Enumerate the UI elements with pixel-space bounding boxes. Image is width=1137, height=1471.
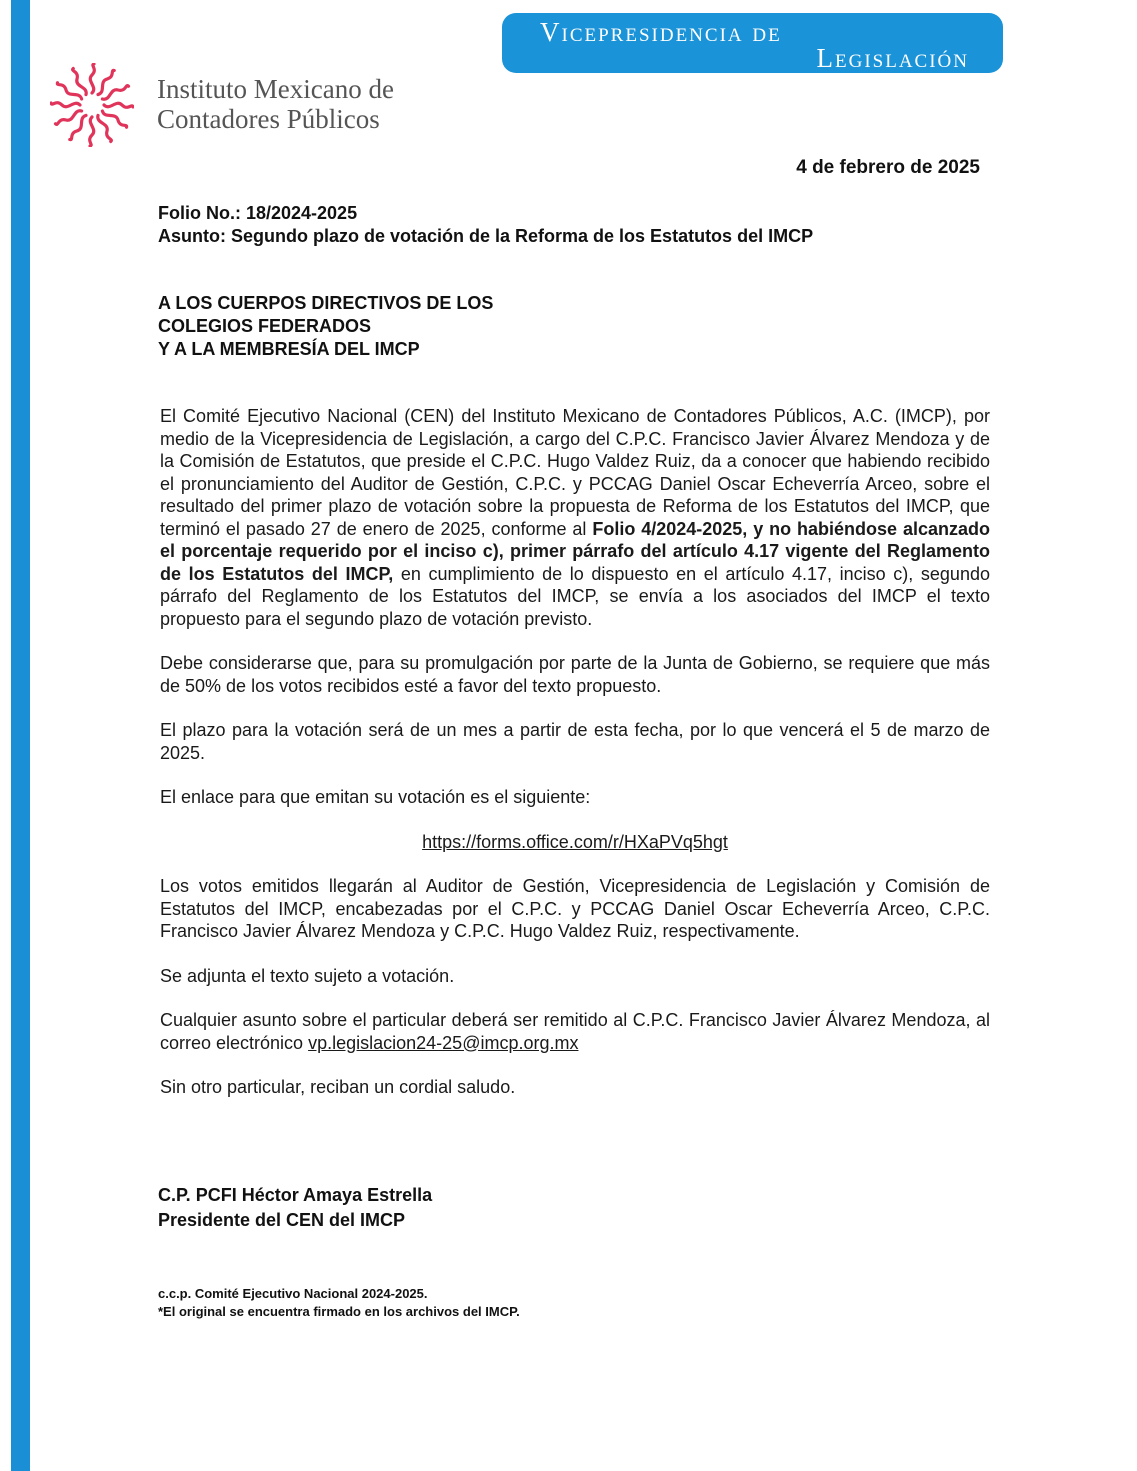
paragraph-2: Debe considerarse que, para su promulgación por parte de la Junta de Gobierno, se requiere que más de 50% de los votos recibidos esté a favor del texto propuesto. xyxy=(160,653,990,696)
letter-body xyxy=(160,405,990,1121)
paragraph-4: El enlace para que emitan su votación es el siguiente: xyxy=(160,787,591,807)
left-accent-bar xyxy=(11,0,30,1471)
imcp-logo-icon xyxy=(50,63,134,147)
ccp-line: c.c.p. Comité Ejecutivo Nacional 2024-2025. xyxy=(158,1286,428,1301)
logo-line-1: Instituto Mexicano de xyxy=(157,74,394,104)
voting-link-line xyxy=(160,831,990,854)
signatory-title: Presidente del CEN del IMCP xyxy=(158,1210,406,1230)
signatory-name: C.P. PCFI Héctor Amaya Estrella xyxy=(158,1185,433,1205)
paragraph-5: Los votos emitidos llegarán al Auditor de Gestión, Vicepresidencia de Legislación y Comisión de Estatutos del IMCP, encabezadas por el C.P.C. y PCCAG Daniel Oscar Echeverría Arceo, C.P.C. Francisco Javier Álvarez Mendoza y C.P.C. Hugo Valdez Ruiz, respectivamente. xyxy=(160,876,990,941)
institute-logo-text xyxy=(157,74,394,134)
folio-number: Folio No.: 18/2024-2025 xyxy=(158,203,358,223)
department-banner xyxy=(502,13,1003,73)
signature-block xyxy=(158,1183,432,1233)
logo-line-2: Contadores Públicos xyxy=(157,104,380,134)
addressee-line-1: A LOS CUERPOS DIRECTIVOS DE LOS xyxy=(158,293,494,313)
banner-line-2: Legislación xyxy=(816,43,969,73)
paragraph-1: El Comité Ejecutivo Nacional (CEN) del Instituto Mexicano de Contadores Públicos, A.C. (IMCP), por medio de la Vicepresidencia de Legislación, a cargo del C.P.C. Francisco Javier Álvarez Mendoza y de la Comisión de Estatutos, que preside el C.P.C. Hugo Valdez Ruiz, da a conocer que habiendo recibido el pronunciamiento del Auditor de Gestión, C.P.C. y PCCAG Daniel Oscar Echeverría Arceo, sobre el resultado del primer plazo de votación sobre la propuesta de Reforma de los Estatutos del IMCP, que terminó el pasado 27 de enero de 2025, conforme al Folio 4/2024-2025, y no habiéndose alcanzado el porcentaje requerido por el inciso c), primer párrafo del artículo 4.17 vigente del Reglamento de los Estatutos del IMCP, en cumplimiento de lo dispuesto en el artículo 4.17, inciso c), segundo párrafo del Reglamento de los Estatutos del IMCP, se envía a los asociados del IMCP el texto propuesto para el segundo plazo de votación previsto. xyxy=(160,406,990,629)
reference-block xyxy=(158,202,813,248)
voting-link[interactable]: https://forms.office.com/r/HXaPVq5hgt xyxy=(422,831,728,852)
addressee-line-2: COLEGIOS FEDERADOS xyxy=(158,316,372,336)
footer-notes xyxy=(158,1285,520,1321)
banner-line-1: Vicepresidencia de xyxy=(540,17,782,47)
contact-email-link[interactable]: vp.legislacion24-25@imcp.org.mx xyxy=(308,1032,579,1053)
original-note: *El original se encuentra firmado en los archivos del IMCP. xyxy=(158,1304,520,1319)
letter-date: 4 de febrero de 2025 xyxy=(796,157,980,178)
paragraph-6: Se adjunta el texto sujeto a votación. xyxy=(160,965,455,986)
addressee-block xyxy=(158,292,493,361)
paragraph-7: Cualquier asunto sobre el particular deberá ser remitido al C.P.C. Francisco Javier Álvarez Mendoza, al correo electrónico vp.legislacion24-25@imcp.org.mx xyxy=(160,1010,990,1053)
folio-reference: Folio 4/2024-2025, y no habiéndose alcanzado el porcentaje requerido por el inciso c), primer párrafo del artículo 4.17 vigente del Reglamento de los Estatutos del IMCP, xyxy=(160,518,990,584)
paragraph-3: El plazo para la votación será de un mes a partir de esta fecha, por lo que vencerá el 5 de marzo de 2025. xyxy=(160,720,990,763)
addressee-line-3: Y A LA MEMBRESÍA DEL IMCP xyxy=(158,339,420,359)
subject-line: Asunto: Segundo plazo de votación de la Reforma de los Estatutos del IMCP xyxy=(158,226,814,246)
paragraph-8: Sin otro particular, reciban un cordial saludo. xyxy=(160,1077,516,1097)
